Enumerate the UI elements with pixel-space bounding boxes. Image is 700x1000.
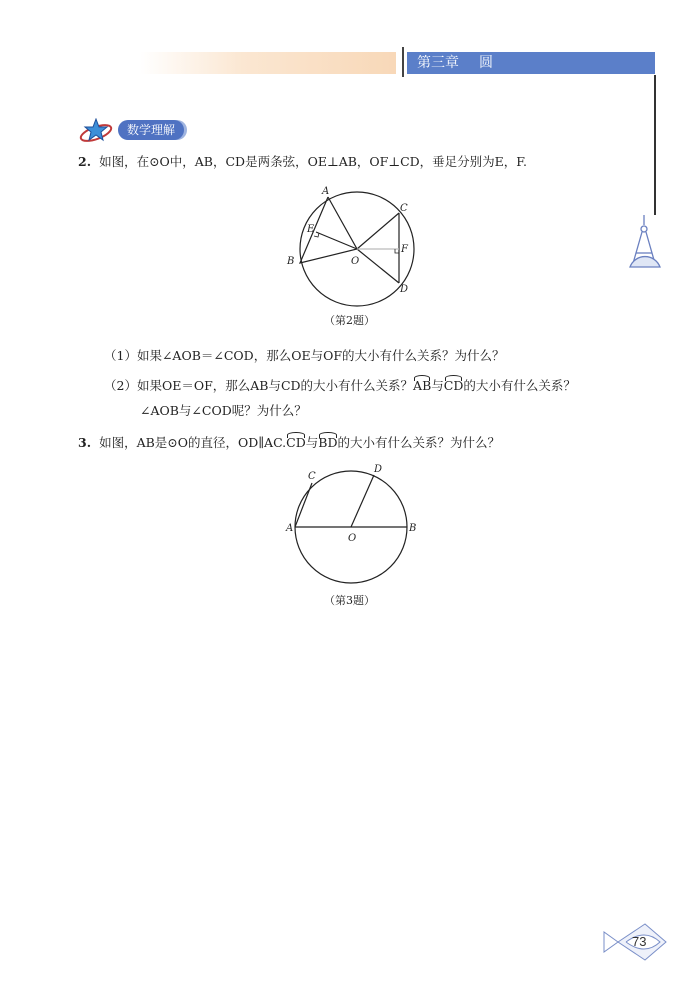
text: 与 <box>305 435 319 450</box>
text: 的大小有什么关系？为什么？ <box>337 435 501 450</box>
text: （2）如果OE＝OF，那么AB与CD的大小有什么关系？ <box>104 378 414 393</box>
chapter-number: 第三章 <box>417 55 459 71</box>
question-text: 如图，在⊙O中，AB，CD是两条弦，OE⊥AB，OF⊥CD，垂足分别为E，F. <box>99 154 528 169</box>
arc-bd: BD <box>318 435 338 450</box>
label-d: D <box>400 284 409 295</box>
caption-q2: （第2题） <box>324 314 375 327</box>
figure-q3 <box>270 455 430 590</box>
header-gradient <box>140 52 396 74</box>
arc-cd: CD <box>443 378 464 393</box>
arc-cd: CD <box>286 435 306 450</box>
label-d: D <box>374 464 383 475</box>
section-badge <box>78 118 175 148</box>
label-c: C <box>308 471 316 482</box>
q2-sub1: （1）如果∠AOB＝∠COD，那么OE与OF的大小有什么关系？为什么？ <box>104 348 505 363</box>
label-a: A <box>286 523 294 534</box>
arc-ab: AB <box>413 378 432 393</box>
question-number: 3. <box>78 435 92 450</box>
label-e: E <box>307 224 315 235</box>
compass-icon <box>628 215 668 273</box>
q2-sub2-line2: ∠AOB与∠COD呢？为什么？ <box>140 403 307 418</box>
figure-q2 <box>270 180 430 310</box>
question-3 <box>78 433 500 451</box>
question-number: 2. <box>78 154 92 169</box>
star-orbit-icon <box>78 118 122 144</box>
label-f: F <box>401 244 408 255</box>
margin-line <box>654 75 656 215</box>
text: 的大小有什么关系？ <box>463 378 576 393</box>
caption-q3: （第3题） <box>324 594 375 607</box>
label-c: C <box>400 203 408 214</box>
label-b: B <box>409 523 417 534</box>
text: 如图，AB是⊙O的直径，OD∥AC. <box>99 435 287 450</box>
q2-sub2 <box>104 376 576 394</box>
label-o: O <box>351 256 360 267</box>
page-number: 73 <box>632 934 647 949</box>
header-divider <box>402 47 404 77</box>
label-a: A <box>322 186 330 197</box>
label-o: O <box>348 533 357 544</box>
label-b: B <box>287 256 295 267</box>
chapter-title: 圆 <box>479 55 493 71</box>
section-label: 数学理解 <box>118 120 184 140</box>
chapter-header <box>407 52 655 74</box>
text: 与 <box>431 378 444 393</box>
question-2 <box>78 152 527 170</box>
